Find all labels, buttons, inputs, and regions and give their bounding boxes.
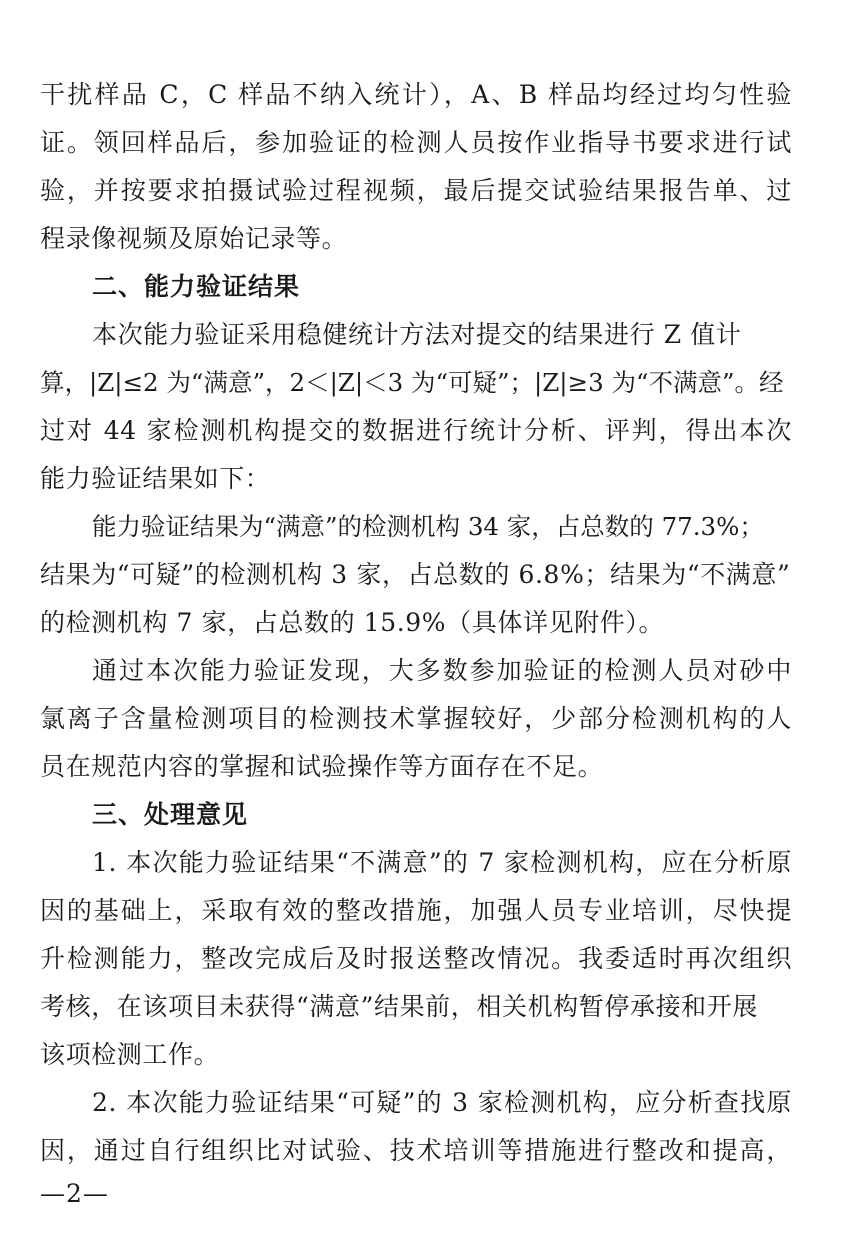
body-line-13: 通过本次能力验证发现，大多数参加验证的检测人员对砂中 xyxy=(92,656,792,685)
body-line-19: 升检测能力，整改完成后及时报送整改情况。我委适时再次组织 xyxy=(40,944,792,973)
body-line-14: 氯离子含量检测项目的检测技术掌握较好，少部分检测机构的人 xyxy=(40,704,792,733)
body-line-22: 2. 本次能力验证结果“可疑”的 3 家检测机构，应分析查找原 xyxy=(92,1088,792,1117)
body-line-4: 程录像视频及原始记录等。 xyxy=(40,224,348,253)
body-line-11: 结果为“可疑”的检测机构 3 家，占总数的 6.8%；结果为“不满意” xyxy=(40,560,791,589)
body-line-2: 证。领回样品后，参加验证的检测人员按作业指导书要求进行试 xyxy=(40,128,792,157)
body-line-6: 本次能力验证采用稳健统计方法对提交的结果进行 Z 值计 xyxy=(92,320,742,349)
body-line-12: 的检测机构 7 家，占总数的 15.9%（具体详见附件）。 xyxy=(40,608,665,637)
body-line-18: 因的基础上，采取有效的整改措施，加强人员专业培训，尽快提 xyxy=(40,896,792,925)
body-line-9: 能力验证结果如下： xyxy=(40,464,271,493)
body-line-23: 因，通过自行组织比对试验、技术培训等措施进行整改和提高， xyxy=(40,1136,792,1165)
body-line-10: 能力验证结果为“满意”的检测机构 34 家，占总数的 77.3%； xyxy=(92,512,764,541)
body-line-1: 干扰样品 C，C 样品不纳入统计），A、B 样品均经过均匀性验 xyxy=(40,80,792,109)
body-line-15: 员在规范内容的掌握和试验操作等方面存在不足。 xyxy=(40,752,604,781)
page-number: —2— xyxy=(40,1179,109,1208)
body-line-21: 该项检测工作。 xyxy=(40,1040,220,1069)
body-line-8: 过对 44 家检测机构提交的数据进行统计分析、评判，得出本次 xyxy=(40,416,792,445)
section-heading-results: 二、能力验证结果 xyxy=(92,272,301,301)
body-line-7: 算，|Z|≤2 为“满意”，2＜|Z|＜3 为“可疑”；|Z|≥3 为“不满意”。经 xyxy=(40,368,784,397)
body-line-17: 1. 本次能力验证结果“不满意”的 7 家检测机构，应在分析原 xyxy=(92,848,792,877)
section-heading-handling: 三、处理意见 xyxy=(92,800,249,829)
body-line-20: 考核，在该项目未获得“满意”结果前，相关机构暂停承接和开展 xyxy=(40,992,758,1021)
body-line-3: 验，并按要求拍摄试验过程视频，最后提交试验结果报告单、过 xyxy=(40,176,792,205)
